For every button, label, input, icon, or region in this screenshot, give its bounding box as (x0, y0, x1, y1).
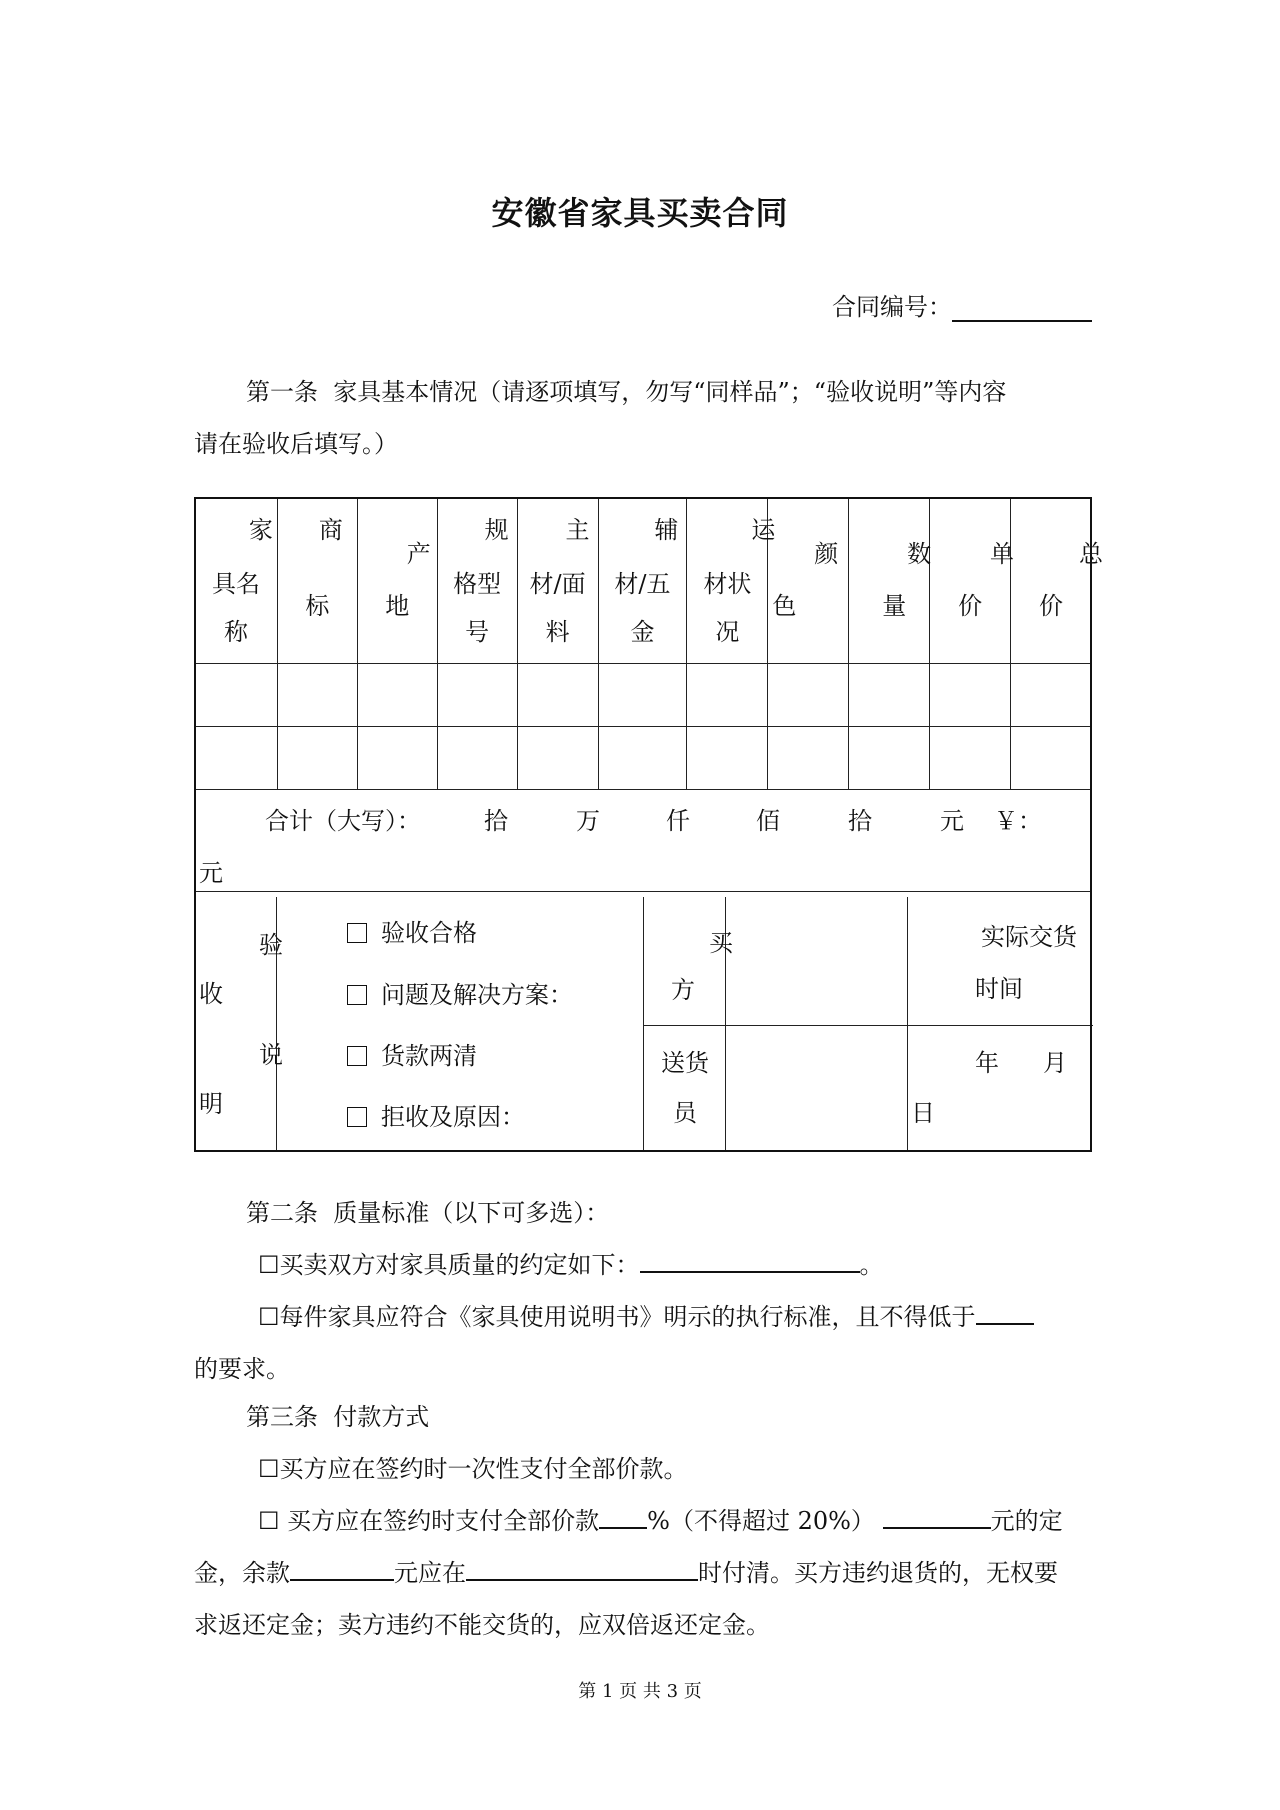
article2-title: 质量标准（以下可多选）： (333, 1199, 610, 1227)
table-cell[interactable] (437, 664, 517, 727)
acceptance-label-clip1: 验 (259, 931, 283, 959)
total-unit-yuan: 元 (940, 807, 964, 835)
delivery-person-signature-field[interactable] (727, 1028, 905, 1150)
option-accept-qualified[interactable]: 验收合格 (347, 913, 477, 948)
table-cell[interactable] (1011, 727, 1092, 790)
header-brand: 商 标 (277, 498, 357, 664)
page-title: 安徽省家具买卖合同 (491, 194, 789, 232)
header-unit-price: 单 价 (930, 498, 1011, 664)
option-reject-reason[interactable]: 拒收及原因： (347, 1097, 525, 1132)
header-furniture-name: 家 具名 称 (195, 498, 278, 664)
date-month: 月 (1043, 1049, 1067, 1077)
table-cell[interactable] (517, 664, 598, 727)
acceptance-label-ming: 明 (199, 1090, 223, 1118)
header-total-price: 总 价 (1011, 498, 1092, 664)
delivery-person-label-line2: 员 (673, 1099, 697, 1127)
article1-text-line2: 请在验收后填写。） (194, 430, 398, 458)
acceptance-label-shou: 收 (199, 980, 223, 1008)
table-cell[interactable] (849, 727, 930, 790)
total-label: 合计（大写）： (265, 807, 421, 835)
table-cell[interactable] (930, 664, 1011, 727)
table-cell[interactable] (930, 727, 1011, 790)
header-aux-material: 辅 材/五 金 (598, 498, 687, 664)
acceptance-label-clip2: 说 (259, 1041, 283, 1069)
article3-paragraph: 第三条 付款方式 ☐买方应在签约时一次性支付全部价款。 ☐ 买方应在签约时支付全部价款 %（不得超过 20%） 元的定 金，余款 元应在 时付清。买方违约退货的，无权要 求返还定金；卖方违约不能交货的，应双倍返还定金。 (194, 1391, 1092, 1651)
option-issues-solution[interactable]: 问题及解决方案： (347, 975, 573, 1010)
table-cell[interactable] (598, 664, 687, 727)
date-year: 年 (975, 1049, 999, 1077)
table-row (195, 664, 1092, 727)
delivery-time-label-line2: 时间 (975, 975, 1023, 1003)
delivery-person-label-line1: 送货 (661, 1049, 709, 1077)
total-yen-label: ￥： (994, 807, 1042, 835)
header-spec-model: 规 格型 号 (437, 498, 517, 664)
checkbox-icon[interactable] (347, 923, 367, 943)
article1-paragraph (194, 366, 1092, 470)
article2-option1: ☐买卖双方对家具质量的约定如下： (258, 1251, 640, 1279)
table-cell[interactable] (517, 727, 598, 790)
checkbox-icon[interactable] (347, 1046, 367, 1066)
table-cell[interactable] (768, 727, 849, 790)
header-main-material: 主 材/面 料 (517, 498, 598, 664)
article3-option2-a: ☐ 买方应在签约时支付全部价款 (258, 1507, 600, 1535)
acceptance-section (194, 897, 1092, 1152)
table-cell[interactable] (195, 664, 278, 727)
standard-field[interactable] (976, 1301, 1034, 1325)
contract-number-field[interactable] (952, 296, 1092, 322)
total-unit-bai: 佰 (756, 807, 780, 835)
table-header-row (195, 498, 1092, 664)
table-cell[interactable] (598, 727, 687, 790)
table-cell[interactable] (687, 664, 768, 727)
checkbox-icon[interactable] (347, 1107, 367, 1127)
contract-number-label: 合同编号： (832, 293, 952, 321)
article3-heading: 第三条 (246, 1403, 318, 1431)
header-origin: 产 地 (357, 498, 437, 664)
total-unit-qian: 仟 (666, 807, 690, 835)
date-day: 日 (911, 1099, 935, 1127)
buyer-label-clip: 买 (709, 929, 733, 957)
article2-option2-line2: 的要求。 (194, 1355, 290, 1383)
table-row (195, 727, 1092, 790)
table-cell[interactable] (277, 664, 357, 727)
quality-agreement-field[interactable] (640, 1249, 860, 1273)
page-footer: 第 1 页 共 3 页 (578, 1681, 702, 1702)
table-cell[interactable] (195, 727, 278, 790)
deposit-percent-field[interactable] (599, 1505, 647, 1529)
header-color: 颜 色 (768, 498, 849, 664)
table-cell[interactable] (437, 727, 517, 790)
article1-heading: 第一条 (246, 378, 318, 406)
total-unit-shi: 拾 (848, 807, 872, 835)
checkbox-icon[interactable] (347, 985, 367, 1005)
deposit-amount-field[interactable] (883, 1505, 991, 1529)
table-cell[interactable] (277, 727, 357, 790)
buyer-label: 方 (671, 976, 695, 1004)
table-cell[interactable] (768, 664, 849, 727)
table-cell[interactable] (849, 664, 930, 727)
balance-due-field[interactable] (466, 1557, 698, 1581)
delivery-time-label-line1: 实际交货 (981, 923, 1077, 951)
article2-heading: 第二条 (246, 1199, 318, 1227)
header-shipping-condition: 运 材状 况 (687, 498, 768, 664)
article3-option1: ☐买方应在签约时一次性支付全部价款。 (258, 1455, 688, 1483)
balance-amount-field[interactable] (290, 1557, 394, 1581)
table-cell[interactable] (357, 727, 437, 790)
article3-option2-last: 求返还定金；卖方违约不能交货的，应双倍返还定金。 (194, 1611, 770, 1639)
table-cell[interactable] (357, 664, 437, 727)
article3-title: 付款方式 (333, 1403, 430, 1431)
header-quantity: 数 量 (849, 498, 930, 664)
total-unit-wan: 万 (576, 807, 600, 835)
contract-number (832, 287, 1092, 322)
table-cell[interactable] (687, 727, 768, 790)
buyer-signature-field[interactable] (727, 899, 905, 1023)
table-cell[interactable] (1011, 664, 1092, 727)
total-yuan-suffix: 元 (199, 859, 223, 887)
article2-paragraph: 第二条 质量标准（以下可多选）： ☐买卖双方对家具质量的约定如下： 。 ☐每件家具应符合《家具使用说明书》明示的执行标准，且不得低于 的要求。 (194, 1187, 1092, 1395)
total-unit-shi-wan: 拾 (484, 807, 508, 835)
article1-text-line1: 家具基本情况（请逐项填写，勿写“同样品”；“验收说明”等内容 (333, 378, 1007, 406)
option-paid-in-full[interactable]: 货款两清 (347, 1036, 477, 1071)
article2-option2: ☐每件家具应符合《家具使用说明书》明示的执行标准，且不得低于 (258, 1303, 976, 1331)
